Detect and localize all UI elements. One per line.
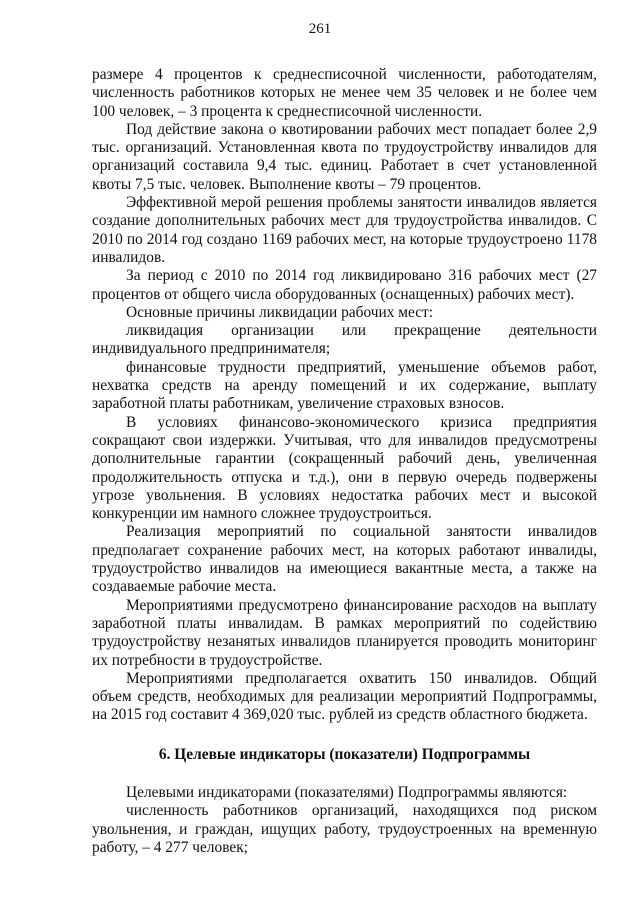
paragraph-job-creation: Эффективной мерой решения проблемы занятости инвалидов является создание дополнительных рабочих мест для трудоустройства инвалидов. С 2010 по 2014 год создано 1169 рабочих мест, на которые трудоустроено 1178 инвалидов.: [92, 194, 597, 266]
paragraph-measures-financing: Мероприятиями предусмотрено финансирование расходов на выплату заработной платы инвалидам. В рамках мероприятий по содействию трудоустройству незанятых инвалидов планируется проводить мониторинг их потребности в трудоустройстве.: [92, 596, 597, 669]
paragraph-measures-coverage: Мероприятиями предполагается охватить 150 инвалидов. Общий объем средств, необходимых для реализации мероприятий Подпрограммы, на 2015 год составит 4 369,020 тыс. рублей из средств областного бюджета.: [92, 669, 597, 724]
paragraph-liquidation-reasons-intro: Основные причины ликвидации рабочих мест:: [126, 303, 434, 321]
paragraph-jobs-liquidated: За период с 2010 по 2014 год ликвидировано 316 рабочих мест (27 процентов от общего числа оборудованных (оснащенных) рабочих мест).: [92, 267, 597, 303]
paragraph-measures-implementation: Реализация мероприятий по социальной занятости инвалидов предполагает сохранение рабочих мест, на которых работают инвалиды, трудоустройство инвалидов на имеющиеся вакантные места, а также на создаваемые рабочие места.: [92, 523, 597, 596]
paragraph-reason-liquidation: ликвидация организации или прекращение деятельности индивидуального предпринимателя;: [92, 322, 597, 358]
document-body: [92, 66, 597, 857]
paragraph-crisis-conditions: В условиях финансово-экономического кризиса предприятия сокращают свои издержки. Учитывая, что для инвалидов предусмотрены дополнительные гарантии (сокращенный рабочий день, увеличенная продолжительность отпуска и т.д.), они в первую очередь подвержены угрозе увольнения. В условиях недостатка рабочих мест и высокой конкуренции им намного сложнее трудоустроиться.: [92, 413, 597, 523]
paragraph-reason-financial: финансовые трудности предприятий, уменьшение объемов работ, нехватка средств на аренду помещений и их содержание, выплату заработной платы работникам, увеличение страховых взносов.: [92, 358, 597, 413]
page-number: 261: [308, 21, 332, 37]
paragraph-indicator-employment: численность работников организаций, находящихся под риском увольнения, и граждан, ищущих работу, трудоустроенных на временную работу, – 4 277 человек;: [92, 802, 597, 856]
paragraph-indicators-intro: Целевыми индикаторами (показателями) Подпрограммы являются:: [126, 783, 568, 801]
paragraph-quota-continuation: размере 4 процентов к среднесписочной численности, работодателям, численность работников которых не менее чем 35 человек и не более чем 100 человек, – 3 процента к среднесписочной численности.: [92, 66, 597, 120]
paragraph-quota-law: Под действие закона о квотировании рабочих мест попадает более 2,9 тыс. организаций. Установленная квота по трудоустройству инвалидов для организаций составила 9,4 тыс. единиц. Работает в счет установленной квоты 7,5 тыс. человек. Выполнение квоты – 79 процентов.: [92, 120, 597, 193]
section-heading: 6. Целевые индикаторы (показатели) Подпрограммы: [158, 745, 531, 763]
